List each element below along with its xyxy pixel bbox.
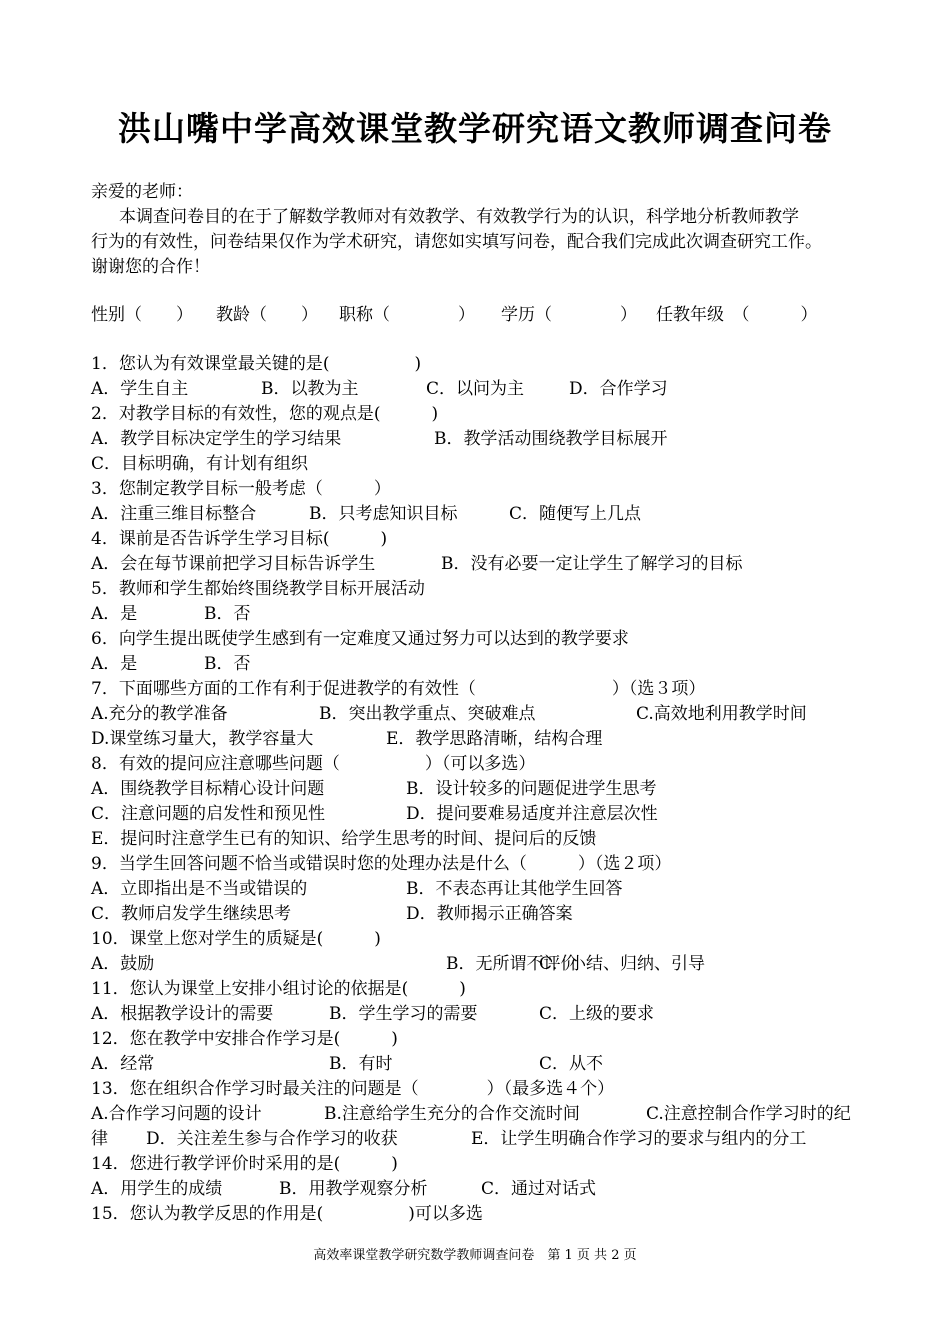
option-text: A．会在每节课前把学习目标告诉学生: [91, 554, 376, 574]
intro-line-text: 行为的有效性，问卷结果仅作为学术研究，请您如实填写问卷，配合我们完成此次调查研究工作。: [91, 232, 822, 252]
option-text: B．没有必要一定让学生了解学习的目标: [441, 554, 743, 574]
option-text: B．不表态再让其他学生回答: [406, 879, 623, 899]
option-text: B．设计较多的问题促进学生思考: [406, 779, 657, 799]
option-text: C．通过对话式: [481, 1179, 597, 1199]
question-text: 15．您认为教学反思的作用是( )可以多选: [91, 1204, 483, 1224]
option-text: B.注意给学生充分的合作交流时间: [324, 1104, 580, 1124]
option-text: B．以教为主: [261, 379, 359, 399]
option-text: A．用学生的成绩: [91, 1179, 223, 1199]
option-text: B．否: [204, 604, 251, 624]
question-text: 4．课前是否告诉学生学习目标( ): [91, 529, 388, 549]
option-text: B．否: [204, 654, 251, 674]
option-text: C．上级的要求: [539, 1004, 655, 1024]
question-text: 3．您制定教学目标一般考虑（ ）: [91, 479, 391, 499]
option-text: C．小结、归纳、引导: [539, 954, 706, 974]
intro-line-text: 本调查问卷目的在于了解数学教师对有效教学、有效教学行为的认识，科学地分析教师教学: [119, 207, 799, 227]
option-text: A．鼓励: [91, 954, 155, 974]
option-text: 律: [91, 1129, 108, 1149]
question-text: 2．对教学目标的有效性，您的观点是( ): [91, 404, 439, 424]
option-text: B．只考虑知识目标: [309, 504, 458, 524]
option-text: B．用教学观察分析: [279, 1179, 428, 1199]
option-text: A．立即指出是不当或错误的: [91, 879, 308, 899]
greeting-text: 亲爱的老师：: [91, 182, 193, 202]
option-text: A.合作学习问题的设计: [91, 1104, 262, 1124]
option-text: B．无所谓不评价: [446, 954, 578, 974]
question-text: 11．您认为课堂上安排小组讨论的依据是( ): [91, 979, 466, 999]
question-text: 1．您认为有效课堂最关键的是( ): [91, 354, 422, 374]
option-text: E．教学思路清晰，结构合理: [386, 729, 603, 749]
option-text: C．随便写上几点: [509, 504, 642, 524]
page-title: 洪山嘴中学高效课堂教学研究语文教师调查问卷: [118, 109, 832, 148]
option-text: C．注意问题的启发性和预见性: [91, 804, 326, 824]
respondent-info-row-text: 学历（ ）: [501, 305, 637, 325]
option-text: C．从不: [539, 1054, 604, 1074]
option-text: A．教学目标决定学生的学习结果: [91, 429, 342, 449]
option-text: B．教学活动围绕教学目标展开: [434, 429, 668, 449]
option-text: E．让学生明确合作学习的要求与组内的分工: [471, 1129, 807, 1149]
option-text: C．教师启发学生继续思考: [91, 904, 292, 924]
question-text: 12．您在教学中安排合作学习是( ): [91, 1029, 398, 1049]
option-text: D．教师揭示正确答案: [406, 904, 573, 924]
option-text: C.高效地利用教学时间: [636, 704, 807, 724]
option-text: A．围绕教学目标精心设计问题: [91, 779, 325, 799]
question-text: 7．下面哪些方面的工作有利于促进教学的有效性（ ）（选３项）: [91, 679, 706, 699]
respondent-info-row-text: 性别（ ）: [91, 305, 193, 325]
option-text: D．提问要难易适度并注意层次性: [406, 804, 658, 824]
option-text: D．合作学习: [569, 379, 668, 399]
question-text: 9．当学生回答问题不恰当或错误时您的处理办法是什么（ ）（选２项）: [91, 854, 672, 874]
option-text: C．以问为主: [426, 379, 525, 399]
option-text: A．根据教学设计的需要: [91, 1004, 274, 1024]
option-text: B．有时: [329, 1054, 393, 1074]
page-footer: 高效率课堂教学研究数学教师调查问卷 第 1 页 共 2 页: [313, 1248, 637, 1263]
intro-line-text: 谢谢您的合作！: [91, 257, 210, 277]
option-text: A．是: [91, 604, 138, 624]
respondent-info-row-text: 职称（ ）: [339, 305, 475, 325]
option-text: C.注意控制合作学习时的纪: [646, 1104, 851, 1124]
question-text: 13．您在组织合作学习时最关注的问题是（ ）（最多选４个）: [91, 1079, 615, 1099]
option-text: C．目标明确，有计划有组织: [91, 454, 309, 474]
option-text: A．经常: [91, 1054, 155, 1074]
option-text: A.充分的教学准备: [91, 704, 228, 724]
question-text: 10．课堂上您对学生的质疑是( ): [91, 929, 381, 949]
question-text: 14．您进行教学评价时采用的是( ): [91, 1154, 398, 1174]
option-text: D.课堂练习量大，教学容量大: [91, 729, 314, 749]
option-text: A．注重三维目标整合: [91, 504, 257, 524]
option-text: E．提问时注意学生已有的知识、给学生思考的时间、提问后的反馈: [91, 829, 597, 849]
question-text: 8．有效的提问应注意哪些问题（ ）（可以多选）: [91, 754, 536, 774]
respondent-info-row-text: 任教年级 （ ）: [656, 305, 818, 325]
question-text: 5．教师和学生都始终围绕教学目标开展活动: [91, 579, 425, 599]
option-text: D．关注差生参与合作学习的收获: [146, 1129, 398, 1149]
option-text: B．学生学习的需要: [329, 1004, 478, 1024]
option-text: B．突出教学重点、突破难点: [319, 704, 536, 724]
option-text: A．学生自主: [91, 379, 189, 399]
respondent-info-row-text: 教龄（ ）: [216, 305, 318, 325]
option-text: A．是: [91, 654, 138, 674]
question-text: 6．向学生提出既使学生感到有一定难度又通过努力可以达到的教学要求: [91, 629, 629, 649]
